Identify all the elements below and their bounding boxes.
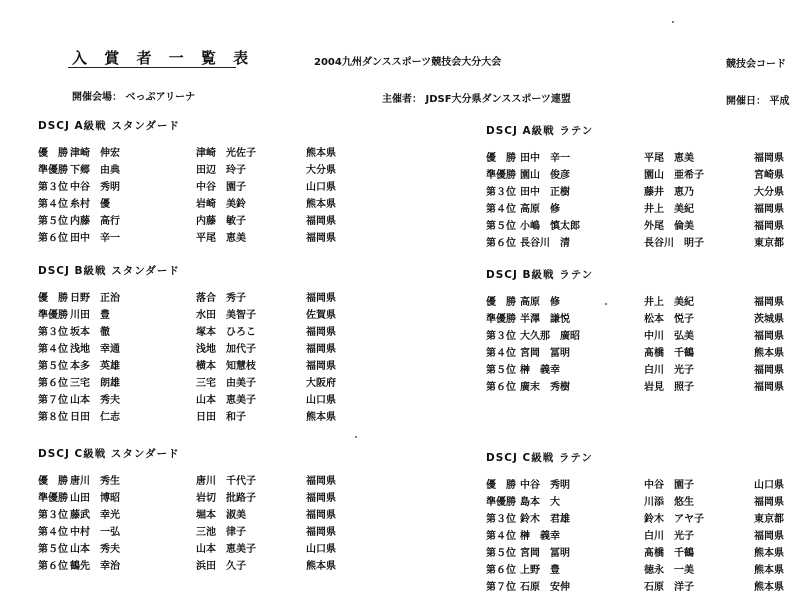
scan-speck (672, 21, 674, 23)
table-row (38, 196, 378, 213)
prefecture-cell: 山口県 (306, 395, 336, 406)
partner-name-cell: 長谷川 明子 (644, 238, 704, 249)
rank-cell: 第６位 (38, 233, 68, 244)
table-row (486, 477, 800, 494)
table-row (38, 179, 378, 196)
prefecture-cell: 福岡県 (754, 204, 784, 215)
leader-name-cell: 廣末 秀樹 (520, 382, 570, 393)
partner-name-cell: 堀本 淑美 (196, 510, 246, 521)
prefecture-cell: 東京都 (754, 514, 784, 525)
partner-name-cell: 中川 弘美 (644, 331, 694, 342)
partner-name-cell: 石原 洋子 (644, 582, 694, 593)
table-row (38, 473, 378, 490)
partner-name-cell: 井上 美紀 (644, 297, 694, 308)
leader-name-cell: 坂本 徹 (70, 327, 110, 338)
rank-cell: 第４位 (38, 527, 68, 538)
table-row (486, 150, 800, 167)
section-title: DSCJ B級戦 ラテン (486, 269, 594, 281)
rank-cell: 第３位 (38, 182, 68, 193)
partner-name-cell: 唐川 千代子 (196, 476, 256, 487)
rank-cell: 第４位 (486, 348, 516, 359)
prefecture-cell: 大分県 (754, 187, 784, 198)
prefecture-cell: 福岡県 (306, 327, 336, 338)
leader-name-cell: 大久那 廣昭 (520, 331, 580, 342)
rank-cell: 第４位 (38, 344, 68, 355)
leader-name-cell: 山本 秀夫 (70, 544, 120, 555)
results-list (38, 290, 378, 426)
leader-name-cell: 田中 正樹 (520, 187, 570, 198)
prefecture-cell: 福岡県 (754, 297, 784, 308)
table-row (38, 213, 378, 230)
leader-name-cell: 山本 秀夫 (70, 395, 120, 406)
prefecture-cell: 大分県 (306, 165, 336, 176)
table-row (486, 235, 800, 252)
date-label: 開催日： 平成 (726, 96, 790, 107)
prefecture-cell: 茨城県 (754, 314, 784, 325)
prefecture-cell: 福岡県 (306, 476, 336, 487)
partner-name-cell: 川添 悠生 (644, 497, 694, 508)
partner-name-cell: 日田 和子 (196, 412, 246, 423)
leader-name-cell: 園山 俊彦 (520, 170, 570, 181)
section-a-standard (38, 118, 378, 247)
leader-name-cell: 榊 義幸 (520, 531, 560, 542)
rank-cell: 第５位 (486, 221, 516, 232)
table-row (38, 307, 378, 324)
leader-name-cell: 本多 英雄 (70, 361, 120, 372)
scan-speck (605, 303, 607, 305)
leader-name-cell: 内藤 高行 (70, 216, 120, 227)
rank-cell: 第６位 (486, 238, 516, 249)
rank-cell: 準優勝 (486, 170, 516, 181)
rank-cell: 準優勝 (38, 165, 68, 176)
partner-name-cell: 井上 美紀 (644, 204, 694, 215)
rank-cell: 第５位 (38, 361, 68, 372)
results-list (486, 477, 800, 596)
prefecture-cell: 福岡県 (306, 510, 336, 521)
rank-cell: 優 勝 (38, 476, 68, 487)
section-title: DSCJ C級戦 スタンダード (38, 448, 180, 460)
rank-cell: 第４位 (486, 531, 516, 542)
partner-name-cell: 山本 恵美子 (196, 544, 256, 555)
rank-cell: 優 勝 (486, 480, 516, 491)
leader-name-cell: 島本 大 (520, 497, 560, 508)
partner-name-cell: 中谷 園子 (196, 182, 246, 193)
rank-cell: 第５位 (486, 548, 516, 559)
leader-name-cell: 日野 正治 (70, 293, 120, 304)
leader-name-cell: 津崎 伸宏 (70, 148, 120, 159)
section-c-latin (486, 450, 800, 596)
partner-name-cell: 中谷 園子 (644, 480, 694, 491)
partner-name-cell: 山本 恵美子 (196, 395, 256, 406)
leader-name-cell: 唐川 秀生 (70, 476, 120, 487)
leader-name-cell: 糸村 優 (70, 199, 110, 210)
organizer-label: 主催者： JDSF大分県ダンススポーツ連盟 (382, 94, 571, 105)
partner-name-cell: 平尾 恵美 (196, 233, 246, 244)
partner-name-cell: 徳永 一美 (644, 565, 694, 576)
section-a-latin (486, 123, 800, 252)
rank-cell: 優 勝 (486, 153, 516, 164)
rank-cell: 第３位 (486, 187, 516, 198)
prefecture-cell: 熊本県 (754, 582, 784, 593)
section-title: DSCJ C級戦 ラテン (486, 452, 593, 464)
leader-name-cell: 三宅 朗雄 (70, 378, 120, 389)
rank-cell: 第７位 (486, 582, 516, 593)
table-row (486, 328, 800, 345)
table-row (486, 362, 800, 379)
rank-cell: 第５位 (38, 544, 68, 555)
leader-name-cell: 宮岡 冨明 (520, 548, 570, 559)
document-title: 入 賞 者 一 覧 表 (72, 49, 255, 67)
table-row (38, 409, 378, 426)
prefecture-cell: 宮崎県 (754, 170, 784, 181)
rank-cell: 第６位 (486, 565, 516, 576)
rank-cell: 第６位 (486, 382, 516, 393)
table-row (38, 145, 378, 162)
prefecture-cell: 熊本県 (306, 561, 336, 572)
table-row (486, 545, 800, 562)
table-row (38, 290, 378, 307)
leader-name-cell: 高原 修 (520, 297, 560, 308)
table-row (38, 341, 378, 358)
results-list (38, 145, 378, 247)
partner-name-cell: 松本 悦子 (644, 314, 694, 325)
partner-name-cell: 髙橋 千鶴 (644, 548, 694, 559)
table-row (486, 294, 800, 311)
table-row (38, 392, 378, 409)
leader-name-cell: 藤武 幸光 (70, 510, 120, 521)
table-row (486, 201, 800, 218)
rank-cell: 第４位 (38, 199, 68, 210)
table-row (38, 358, 378, 375)
rank-cell: 優 勝 (38, 148, 68, 159)
prefecture-cell: 東京都 (754, 238, 784, 249)
leader-name-cell: 中谷 秀明 (70, 182, 120, 193)
results-list (486, 294, 800, 396)
partner-name-cell: 横本 知慧枝 (196, 361, 256, 372)
prefecture-cell: 熊本県 (754, 348, 784, 359)
table-row (486, 184, 800, 201)
prefecture-cell: 熊本県 (306, 148, 336, 159)
leader-name-cell: 中谷 秀明 (520, 480, 570, 491)
table-row (38, 490, 378, 507)
partner-name-cell: 岩切 批路子 (196, 493, 256, 504)
partner-name-cell: 三池 律子 (196, 527, 246, 538)
prefecture-cell: 熊本県 (754, 548, 784, 559)
partner-name-cell: 三宅 由美子 (196, 378, 256, 389)
prefecture-cell: 熊本県 (754, 565, 784, 576)
partner-name-cell: 塚本 ひろこ (196, 327, 256, 338)
partner-name-cell: 外尾 倫美 (644, 221, 694, 232)
table-row (38, 324, 378, 341)
section-title: DSCJ A級戦 ラテン (486, 125, 594, 137)
prefecture-cell: 福岡県 (754, 331, 784, 342)
table-row (486, 167, 800, 184)
table-row (486, 528, 800, 545)
partner-name-cell: 水田 美智子 (196, 310, 256, 321)
leader-name-cell: 榊 義幸 (520, 365, 560, 376)
partner-name-cell: 浜田 久子 (196, 561, 246, 572)
rank-cell: 第３位 (38, 327, 68, 338)
partner-name-cell: 内藤 敏子 (196, 216, 246, 227)
partner-name-cell: 白川 光子 (644, 365, 694, 376)
leader-name-cell: 田中 辛一 (520, 153, 570, 164)
prefecture-cell: 福岡県 (306, 527, 336, 538)
prefecture-cell: 大阪府 (306, 378, 336, 389)
rank-cell: 優 勝 (486, 297, 516, 308)
partner-name-cell: 岩崎 美鈴 (196, 199, 246, 210)
prefecture-cell: 福岡県 (306, 361, 336, 372)
rank-cell: 準優勝 (486, 314, 516, 325)
rank-cell: 第８位 (38, 412, 68, 423)
partner-name-cell: 白川 光子 (644, 531, 694, 542)
leader-name-cell: 高原 修 (520, 204, 560, 215)
competition-code-label: 競技会コード (726, 59, 786, 70)
table-row (38, 524, 378, 541)
rank-cell: 優 勝 (38, 293, 68, 304)
rank-cell: 準優勝 (38, 493, 68, 504)
rank-cell: 準優勝 (486, 497, 516, 508)
prefecture-cell: 福岡県 (754, 382, 784, 393)
partner-name-cell: 園山 亜希子 (644, 170, 704, 181)
rank-cell: 第３位 (486, 514, 516, 525)
rank-cell: 第５位 (486, 365, 516, 376)
rank-cell: 第４位 (486, 204, 516, 215)
leader-name-cell: 浅地 幸通 (70, 344, 120, 355)
prefecture-cell: 福岡県 (306, 293, 336, 304)
prefecture-cell: 福岡県 (306, 493, 336, 504)
partner-name-cell: 髙橋 千鶴 (644, 348, 694, 359)
partner-name-cell: 鈴木 アヤ子 (644, 514, 704, 525)
table-row (38, 541, 378, 558)
prefecture-cell: 山口県 (306, 182, 336, 193)
prefecture-cell: 山口県 (306, 544, 336, 555)
partner-name-cell: 藤井 恵乃 (644, 187, 694, 198)
prefecture-cell: 福岡県 (754, 531, 784, 542)
table-row (486, 579, 800, 596)
leader-name-cell: 中村 一弘 (70, 527, 120, 538)
prefecture-cell: 福岡県 (754, 365, 784, 376)
prefecture-cell: 福岡県 (754, 153, 784, 164)
partner-name-cell: 津崎 光佐子 (196, 148, 256, 159)
section-b-standard (38, 263, 378, 426)
table-row (486, 494, 800, 511)
title-underline (68, 67, 236, 68)
prefecture-cell: 熊本県 (306, 199, 336, 210)
rank-cell: 第７位 (38, 395, 68, 406)
rank-cell: 第５位 (38, 216, 68, 227)
table-row (486, 379, 800, 396)
scan-speck (355, 436, 357, 438)
rank-cell: 準優勝 (38, 310, 68, 321)
rank-cell: 第３位 (486, 331, 516, 342)
venue-label: 開催会場： べっぷアリーナ (72, 92, 196, 103)
prefecture-cell: 福岡県 (754, 497, 784, 508)
prefecture-cell: 佐賀県 (306, 310, 336, 321)
table-row (486, 218, 800, 235)
partner-name-cell: 落合 秀子 (196, 293, 246, 304)
leader-name-cell: 石原 安伸 (520, 582, 570, 593)
rank-cell: 第６位 (38, 561, 68, 572)
partner-name-cell: 岩見 照子 (644, 382, 694, 393)
rank-cell: 第６位 (38, 378, 68, 389)
table-row (486, 311, 800, 328)
section-title: DSCJ B級戦 スタンダード (38, 265, 180, 277)
leader-name-cell: 田中 辛一 (70, 233, 120, 244)
table-row (38, 558, 378, 575)
leader-name-cell: 日田 仁志 (70, 412, 120, 423)
prefecture-cell: 山口県 (754, 480, 784, 491)
table-row (38, 375, 378, 392)
leader-name-cell: 小嶋 慎太郎 (520, 221, 580, 232)
partner-name-cell: 浅地 加代子 (196, 344, 256, 355)
section-title: DSCJ A級戦 スタンダード (38, 120, 180, 132)
leader-name-cell: 上野 豊 (520, 565, 560, 576)
results-list (38, 473, 378, 575)
prefecture-cell: 福岡県 (306, 233, 336, 244)
results-list (486, 150, 800, 252)
table-row (486, 345, 800, 362)
table-row (38, 230, 378, 247)
table-row (486, 562, 800, 579)
partner-name-cell: 平尾 恵美 (644, 153, 694, 164)
table-row (38, 162, 378, 179)
leader-name-cell: 川田 豊 (70, 310, 110, 321)
prefecture-cell: 福岡県 (306, 344, 336, 355)
prefecture-cell: 熊本県 (306, 412, 336, 423)
prefecture-cell: 福岡県 (754, 221, 784, 232)
leader-name-cell: 鶴先 幸治 (70, 561, 120, 572)
leader-name-cell: 鈴木 君雄 (520, 514, 570, 525)
leader-name-cell: 山田 博昭 (70, 493, 120, 504)
rank-cell: 第３位 (38, 510, 68, 521)
leader-name-cell: 下郷 由典 (70, 165, 120, 176)
event-name: 2004九州ダンススポーツ競技会大分大会 (314, 57, 502, 68)
section-b-latin (486, 267, 800, 396)
table-row (38, 507, 378, 524)
prefecture-cell: 福岡県 (306, 216, 336, 227)
leader-name-cell: 宮岡 冨明 (520, 348, 570, 359)
leader-name-cell: 半澤 謙悦 (520, 314, 570, 325)
section-c-standard (38, 446, 378, 575)
table-row (486, 511, 800, 528)
leader-name-cell: 長谷川 清 (520, 238, 570, 249)
partner-name-cell: 田辺 玲子 (196, 165, 246, 176)
